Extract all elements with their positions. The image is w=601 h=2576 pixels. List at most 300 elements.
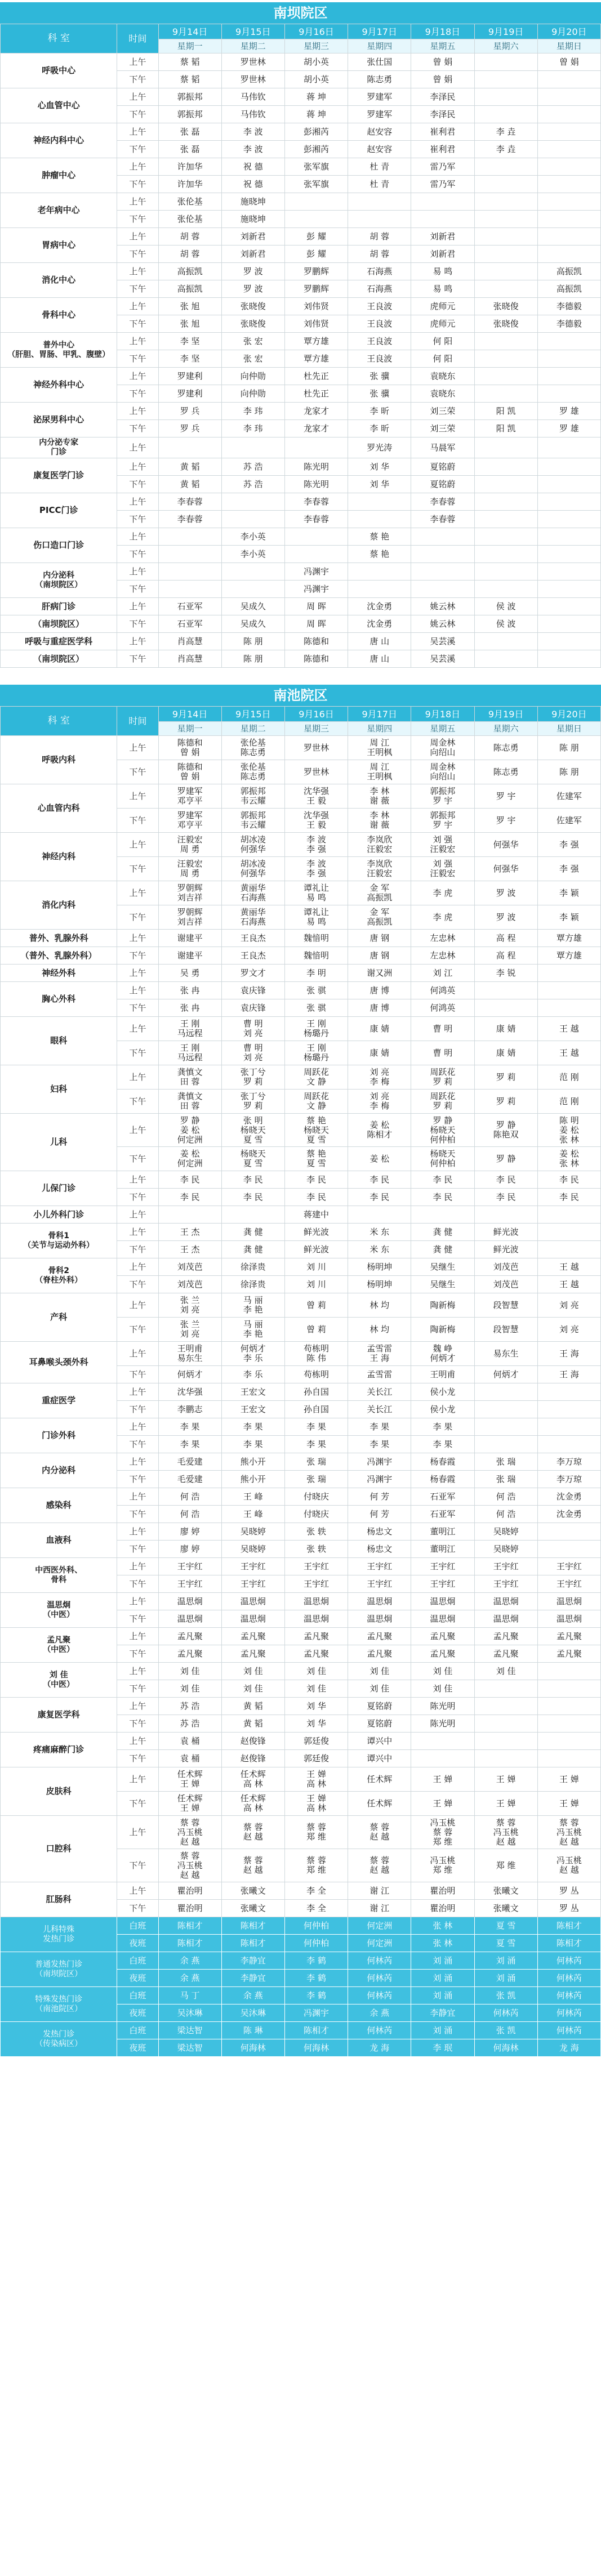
doctor-cell: 李 波 — [221, 123, 284, 141]
doctor-cell: 蔡 蓉 赵 越 — [221, 1849, 284, 1882]
doctor-cell — [537, 1206, 600, 1224]
doctor-cell: 高振凯 — [158, 263, 221, 280]
doctor-cell: 王 杰 — [158, 1241, 221, 1258]
doctor-cell: 陈志勇 — [474, 760, 537, 784]
doctor-cell: 任术辉 王 婵 — [158, 1792, 221, 1816]
time-cell: 下午 — [117, 280, 158, 298]
doctor-cell: 蔡 蓉 郑 维 — [284, 1816, 348, 1849]
table-row — [1, 1698, 601, 1715]
doctor-cell: 张军旗 — [284, 176, 348, 193]
weekday-header: 星期四 — [348, 39, 411, 53]
doctor-cell: 郭廷俊 — [284, 1733, 348, 1750]
doctor-cell: 罗 丛 — [537, 1882, 600, 1900]
doctor-cell: 龚 健 — [411, 1224, 474, 1241]
doctor-cell: 吴 勇 — [158, 965, 221, 982]
doctor-cell: 张曦文 — [474, 1900, 537, 1917]
doctor-cell: 曹 明 — [411, 1041, 474, 1065]
doctor-cell: 马伟钦 — [221, 88, 284, 106]
doctor-cell: 何强华 — [474, 857, 537, 881]
doctor-cell: 余 燕 — [348, 2004, 411, 2022]
doctor-cell: 黄 韬 — [221, 1698, 284, 1715]
time-cell: 下午 — [117, 650, 158, 668]
doctor-cell: 陈光明 — [411, 1715, 474, 1733]
doctor-cell: 王 越 — [537, 1276, 600, 1293]
dept-cell: 神经内科中心 — [1, 123, 117, 158]
doctor-cell: 温思炯 — [284, 1593, 348, 1610]
table-row — [1, 833, 601, 857]
doctor-cell: 李春蓉 — [158, 493, 221, 511]
doctor-cell — [221, 493, 284, 511]
doctor-cell: 袁晓东 — [411, 385, 474, 403]
doctor-cell: 夏铭蔚 — [411, 458, 474, 476]
doctor-cell: 蔡 蓉 郑 维 — [284, 1849, 348, 1882]
doctor-cell: 张 磊 — [158, 141, 221, 158]
doctor-cell: 杜先正 — [284, 368, 348, 385]
doctor-cell: 米 东 — [348, 1224, 411, 1241]
weekday-header: 星期二 — [221, 722, 284, 736]
time-cell: 上午 — [117, 263, 158, 280]
table-row — [1, 1258, 601, 1276]
doctor-cell: 侯 波 — [474, 598, 537, 615]
doctor-cell: 李 珉 — [411, 2039, 474, 2057]
doctor-cell — [537, 1436, 600, 1453]
doctor-cell — [474, 633, 537, 650]
schedule-table — [0, 24, 601, 668]
doctor-cell: 谭兴中 — [348, 1750, 411, 1767]
doctor-cell: 李 果 — [221, 1418, 284, 1436]
doctor-cell — [284, 193, 348, 211]
doctor-cell: 蔡 蓉 赵 越 — [348, 1816, 411, 1849]
dept-cell: 耳鼻喉头颈外科 — [1, 1342, 117, 1383]
doctor-cell: 罗 莉 — [474, 1090, 537, 1114]
time-cell: 上午 — [117, 1114, 158, 1147]
doctor-cell: 李 波 — [221, 141, 284, 158]
doctor-cell: 李泽民 — [411, 88, 474, 106]
doctor-cell: 王宇红 — [284, 1575, 348, 1593]
doctor-cell: 张 轶 — [284, 1541, 348, 1558]
doctor-cell: 孟凡聚 — [158, 1645, 221, 1663]
doctor-cell — [158, 546, 221, 563]
date-header: 9月14日 — [158, 24, 221, 39]
doctor-cell — [537, 528, 600, 546]
doctor-cell: 张曦文 — [221, 1882, 284, 1900]
doctor-cell: 张 凯 — [474, 1987, 537, 2004]
doctor-cell: 沈华强 王 毅 — [284, 809, 348, 833]
date-header: 9月15日 — [221, 707, 284, 722]
doctor-cell: 李 果 — [158, 1436, 221, 1453]
table-row — [1, 493, 601, 511]
time-cell: 白班 — [117, 1987, 158, 2004]
doctor-cell — [537, 211, 600, 228]
doctor-cell: 夏 雪 — [474, 1917, 537, 1935]
table-row — [1, 1987, 601, 2004]
time-cell: 下午 — [117, 1147, 158, 1171]
sections-container — [0, 2, 601, 2060]
table-row — [1, 228, 601, 245]
doctor-cell: 温思炯 — [474, 1610, 537, 1628]
doctor-cell — [411, 528, 474, 546]
doctor-cell — [474, 1418, 537, 1436]
time-cell: 上午 — [117, 1628, 158, 1645]
doctor-cell: 石亚军 — [158, 615, 221, 633]
time-cell: 夜班 — [117, 1935, 158, 1952]
doctor-cell — [474, 385, 537, 403]
doctor-cell: 冯玉桃 赵 越 — [537, 1849, 600, 1882]
doctor-cell: 罗鹏辉 — [284, 263, 348, 280]
doctor-cell: 陈德和 — [284, 650, 348, 668]
dept-cell: 泌尿男科中心 — [1, 403, 117, 437]
doctor-cell: 袁庆锋 — [221, 982, 284, 999]
doctor-cell: 向仲勋 — [221, 368, 284, 385]
doctor-cell: 李 鹤 — [284, 1987, 348, 2004]
doctor-cell: 温思炯 — [348, 1593, 411, 1610]
doctor-cell — [474, 1750, 537, 1767]
doctor-cell: 李 民 — [537, 1171, 600, 1189]
doctor-cell: 李 虎 — [411, 905, 474, 930]
doctor-cell: 李 明 — [284, 965, 348, 982]
time-cell: 下午 — [117, 905, 158, 930]
dept-cell: 消化中心 — [1, 263, 117, 298]
doctor-cell — [158, 437, 221, 458]
doctor-cell — [474, 458, 537, 476]
time-cell: 下午 — [117, 385, 158, 403]
doctor-cell — [474, 999, 537, 1017]
doctor-cell: 熊小开 — [221, 1471, 284, 1488]
doctor-cell: 罗 静 — [474, 1147, 537, 1171]
doctor-cell: 张 骥 — [348, 385, 411, 403]
time-cell: 上午 — [117, 493, 158, 511]
doctor-cell: 张晓俊 — [221, 298, 284, 315]
doctor-cell: 孟凡聚 — [284, 1645, 348, 1663]
table-row — [1, 403, 601, 420]
time-cell: 上午 — [117, 1206, 158, 1224]
dept-cell: 普外、乳腺外科 — [1, 930, 117, 947]
doctor-cell: 周 晖 — [284, 598, 348, 615]
doctor-cell: 蔡 韬 — [158, 53, 221, 71]
date-header: 9月16日 — [284, 24, 348, 39]
doctor-cell — [537, 581, 600, 598]
table-row — [1, 528, 601, 546]
dept-cell: 普通发热门诊 （南坝院区） — [1, 1952, 117, 1987]
doctor-cell: 刘新君 — [221, 228, 284, 245]
doctor-cell: 冯渊宇 — [284, 563, 348, 581]
doctor-cell: 蔡 蓉 赵 越 — [221, 1816, 284, 1849]
time-cell: 上午 — [117, 368, 158, 385]
doctor-cell: 姜 松 陈相才 — [348, 1114, 411, 1147]
table-row — [1, 930, 601, 947]
time-cell: 上午 — [117, 1698, 158, 1715]
time-cell: 上午 — [117, 1663, 158, 1680]
doctor-cell: 金 军 高振凯 — [348, 905, 411, 930]
doctor-cell: 石亚军 — [411, 1506, 474, 1523]
doctor-cell: 肖高慧 — [158, 650, 221, 668]
doctor-cell — [474, 437, 537, 458]
table-row — [1, 1952, 601, 1970]
doctor-cell — [474, 88, 537, 106]
weekday-header: 星期日 — [537, 39, 600, 53]
doctor-cell: 金 军 高振凯 — [348, 881, 411, 905]
doctor-cell: 陈志勇 — [348, 71, 411, 88]
doctor-cell: 刘 涌 — [411, 1952, 474, 1970]
doctor-cell: 蔡 艳 杨晓天 夏 雪 — [284, 1114, 348, 1147]
weekday-header: 星期三 — [284, 722, 348, 736]
doctor-cell: 郭振邦 — [158, 88, 221, 106]
time-cell: 上午 — [117, 1488, 158, 1506]
doctor-cell — [411, 1206, 474, 1224]
doctor-cell: 吴晓婷 — [474, 1523, 537, 1541]
doctor-cell: 刘 佳 — [348, 1663, 411, 1680]
time-cell: 上午 — [117, 228, 158, 245]
doctor-cell: 杨明坤 — [348, 1258, 411, 1276]
doctor-cell: 王 婵 — [537, 1792, 600, 1816]
doctor-cell: 李 民 — [411, 1171, 474, 1189]
doctor-cell: 杨春霞 — [411, 1453, 474, 1471]
dept-cell: 皮肤科 — [1, 1767, 117, 1816]
doctor-cell: 周 江 王明枫 — [348, 760, 411, 784]
doctor-cell: 陈光明 — [284, 476, 348, 493]
doctor-cell: 李春蓉 — [284, 493, 348, 511]
doctor-cell — [537, 493, 600, 511]
doctor-cell: 周金林 向绍山 — [411, 736, 474, 760]
doctor-cell — [474, 1383, 537, 1401]
doctor-cell: 李 林 谢 薇 — [348, 809, 411, 833]
doctor-cell: 李 果 — [284, 1418, 348, 1436]
doctor-cell: 赵安容 — [348, 141, 411, 158]
doctor-cell: 张 林 — [411, 1917, 474, 1935]
doctor-cell: 张 瑞 — [474, 1471, 537, 1488]
doctor-cell: 李 颖 — [537, 881, 600, 905]
doctor-cell: 李德毅 — [537, 315, 600, 333]
time-cell: 上午 — [117, 1017, 158, 1041]
doctor-cell: 刘 佳 — [221, 1680, 284, 1698]
time-cell: 上午 — [117, 1342, 158, 1366]
time-cell: 下午 — [117, 857, 158, 881]
doctor-cell: 李 民 — [348, 1189, 411, 1206]
doctor-cell: 赵俊锋 — [221, 1733, 284, 1750]
time-cell: 下午 — [117, 999, 158, 1017]
dept-cell: 消化内科 — [1, 881, 117, 930]
doctor-cell: 黄丽华 石海燕 — [221, 881, 284, 905]
doctor-cell: 罗朝辉 刘吉祥 — [158, 881, 221, 905]
doctor-cell: 石海燕 — [348, 280, 411, 298]
dept-cell: 康复医学科 — [1, 1698, 117, 1733]
doctor-cell: 张伦基 — [158, 193, 221, 211]
doctor-cell: 何炳才 李 乐 — [221, 1342, 284, 1366]
dept-cell: 呼吸内科 — [1, 736, 117, 784]
doctor-cell: 付晓庆 — [284, 1506, 348, 1523]
doctor-cell — [537, 333, 600, 350]
doctor-cell: 高 程 — [474, 947, 537, 965]
doctor-cell: 崔利君 — [411, 141, 474, 158]
doctor-cell: 何 浩 — [158, 1506, 221, 1523]
doctor-cell: 苏 浩 — [158, 1698, 221, 1715]
dept-cell: （南坝院区） — [1, 615, 117, 633]
doctor-cell: 左忠林 — [411, 947, 474, 965]
dept-cell: 口腔科 — [1, 1816, 117, 1882]
doctor-cell — [537, 1224, 600, 1241]
time-cell: 上午 — [117, 1767, 158, 1792]
doctor-cell: 张 冉 — [158, 999, 221, 1017]
doctor-cell — [474, 528, 537, 546]
doctor-cell: 李 颖 — [537, 905, 600, 930]
doctor-cell — [537, 1750, 600, 1767]
doctor-cell — [221, 437, 284, 458]
doctor-cell: 任术辉 — [348, 1767, 411, 1792]
doctor-cell: 罗 莉 — [474, 1065, 537, 1090]
time-cell: 下午 — [117, 1715, 158, 1733]
doctor-cell: 王 婵 高 林 — [284, 1767, 348, 1792]
doctor-cell: 张 瑞 — [474, 1453, 537, 1471]
doctor-cell: 苏 浩 — [221, 458, 284, 476]
doctor-cell: 向仲勋 — [221, 385, 284, 403]
doctor-cell: 谢又洲 — [348, 965, 411, 982]
weekday-header: 星期六 — [474, 722, 537, 736]
time-cell: 下午 — [117, 1366, 158, 1383]
doctor-cell: 龚慎文 田 蓉 — [158, 1090, 221, 1114]
doctor-cell: 孟凡聚 — [284, 1628, 348, 1645]
doctor-cell: 张 兰 刘 亮 — [158, 1293, 221, 1318]
doctor-cell: 王宇红 — [411, 1575, 474, 1593]
doctor-cell: 罗建军 — [348, 88, 411, 106]
doctor-cell: 段智慧 — [474, 1318, 537, 1342]
doctor-cell: 侯小龙 — [411, 1383, 474, 1401]
time-cell: 下午 — [117, 760, 158, 784]
time-cell: 下午 — [117, 71, 158, 88]
doctor-cell — [537, 106, 600, 123]
doctor-cell: 王良波 — [348, 350, 411, 368]
table-row — [1, 1628, 601, 1645]
doctor-cell: 何 浩 — [474, 1506, 537, 1523]
doctor-cell — [221, 1206, 284, 1224]
doctor-cell: 张 骐 — [284, 982, 348, 999]
doctor-cell: 彭 耀 — [284, 245, 348, 263]
doctor-cell: 王良杰 — [221, 947, 284, 965]
time-cell: 上午 — [117, 1224, 158, 1241]
doctor-cell — [221, 511, 284, 528]
doctor-cell — [537, 350, 600, 368]
doctor-cell — [537, 1715, 600, 1733]
dept-cell: 血液科 — [1, 1523, 117, 1558]
time-cell: 上午 — [117, 1258, 158, 1276]
doctor-cell: 杨明坤 — [348, 1276, 411, 1293]
dept-cell: 神经外科中心 — [1, 368, 117, 403]
doctor-cell: 范 刚 — [537, 1090, 600, 1114]
weekday-header: 星期六 — [474, 39, 537, 53]
doctor-cell: 梁达智 — [158, 2039, 221, 2057]
time-cell: 上午 — [117, 88, 158, 106]
doctor-cell — [158, 563, 221, 581]
doctor-cell: 龚 健 — [411, 1241, 474, 1258]
doctor-cell: 刘 华 — [348, 458, 411, 476]
time-cell: 上午 — [117, 881, 158, 905]
doctor-cell: 徐泽贵 — [221, 1258, 284, 1276]
doctor-cell — [474, 511, 537, 528]
doctor-cell: 康 婧 — [474, 1041, 537, 1065]
dept-cell: PICC门诊 — [1, 493, 117, 528]
doctor-cell: 高振凯 — [537, 280, 600, 298]
doctor-cell: 刘伟贤 — [284, 315, 348, 333]
doctor-cell — [474, 245, 537, 263]
time-cell: 白班 — [117, 1952, 158, 1970]
doctor-cell: 魏愔明 — [284, 947, 348, 965]
doctor-cell: 侯 波 — [474, 615, 537, 633]
doctor-cell: 刘 强 汪毅宏 — [411, 857, 474, 881]
time-cell: 上午 — [117, 1558, 158, 1575]
doctor-cell — [537, 458, 600, 476]
doctor-cell: 罗建利 — [158, 385, 221, 403]
doctor-cell — [537, 437, 600, 458]
time-cell: 下午 — [117, 947, 158, 965]
doctor-cell: 王 婵 — [537, 1767, 600, 1792]
doctor-cell: 吴晓婷 — [221, 1541, 284, 1558]
doctor-cell: 孟雪雷 — [348, 1366, 411, 1383]
doctor-cell: 沈金勇 — [348, 615, 411, 633]
doctor-cell: 何 浩 — [158, 1488, 221, 1506]
doctor-cell: 易 鸣 — [411, 280, 474, 298]
doctor-cell: 孟凡聚 — [348, 1628, 411, 1645]
doctor-cell: 王宇红 — [221, 1558, 284, 1575]
table-row — [1, 784, 601, 809]
doctor-cell: 胡 蓉 — [348, 245, 411, 263]
doctor-cell: 陈相才 — [158, 1935, 221, 1952]
doctor-cell: 周 江 王明枫 — [348, 736, 411, 760]
doctor-cell: 吴晓婷 — [474, 1541, 537, 1558]
doctor-cell: 王宇红 — [158, 1558, 221, 1575]
doctor-cell: 李 坚 — [158, 333, 221, 350]
doctor-cell: 余 燕 — [158, 1970, 221, 1987]
doctor-cell — [474, 1436, 537, 1453]
doctor-cell: 胡 蓉 — [348, 228, 411, 245]
doctor-cell: 黄 韬 — [158, 476, 221, 493]
dept-cell: 老年病中心 — [1, 193, 117, 228]
dept-cell: 感染科 — [1, 1488, 117, 1523]
doctor-cell: 覃方雄 — [537, 930, 600, 947]
doctor-cell: 李 鹤 — [284, 1952, 348, 1970]
doctor-cell: 孙自国 — [284, 1383, 348, 1401]
doctor-cell: 蔡 艳 夏 雪 — [284, 1147, 348, 1171]
doctor-cell — [474, 211, 537, 228]
doctor-cell: 何林芮 — [537, 1987, 600, 2004]
time-cell: 上午 — [117, 1733, 158, 1750]
time-cell: 上午 — [117, 458, 158, 476]
doctor-cell: 温思炯 — [537, 1610, 600, 1628]
doctor-cell: 关长江 — [348, 1383, 411, 1401]
date-header: 9月20日 — [537, 707, 600, 722]
doctor-cell: 郭振邦 韦云耀 — [221, 784, 284, 809]
time-cell: 下午 — [117, 1645, 158, 1663]
doctor-cell: 王宇红 — [474, 1575, 537, 1593]
doctor-cell — [411, 1750, 474, 1767]
doctor-cell: 熊小开 — [221, 1453, 284, 1471]
doctor-cell: 罗 兵 — [158, 403, 221, 420]
doctor-cell: 彭湘芮 — [284, 141, 348, 158]
doctor-cell: 夏铭蔚 — [348, 1715, 411, 1733]
table-row — [1, 298, 601, 315]
doctor-cell: 曹 明 刘 亮 — [221, 1041, 284, 1065]
doctor-cell: 瞿治明 — [411, 1900, 474, 1917]
doctor-cell: 罗 波 — [221, 280, 284, 298]
date-header: 9月14日 — [158, 707, 221, 722]
doctor-cell: 苟栋明 — [284, 1366, 348, 1383]
table-row — [1, 1224, 601, 1241]
doctor-cell: 何 芳 — [348, 1488, 411, 1506]
doctor-cell: 郭廷俊 — [284, 1750, 348, 1767]
doctor-cell: 龙家才 — [284, 420, 348, 437]
date-header: 9月18日 — [411, 24, 474, 39]
doctor-cell: 余 燕 — [221, 1987, 284, 2004]
doctor-cell: 张 瑞 — [284, 1471, 348, 1488]
doctor-cell: 温思炯 — [158, 1593, 221, 1610]
